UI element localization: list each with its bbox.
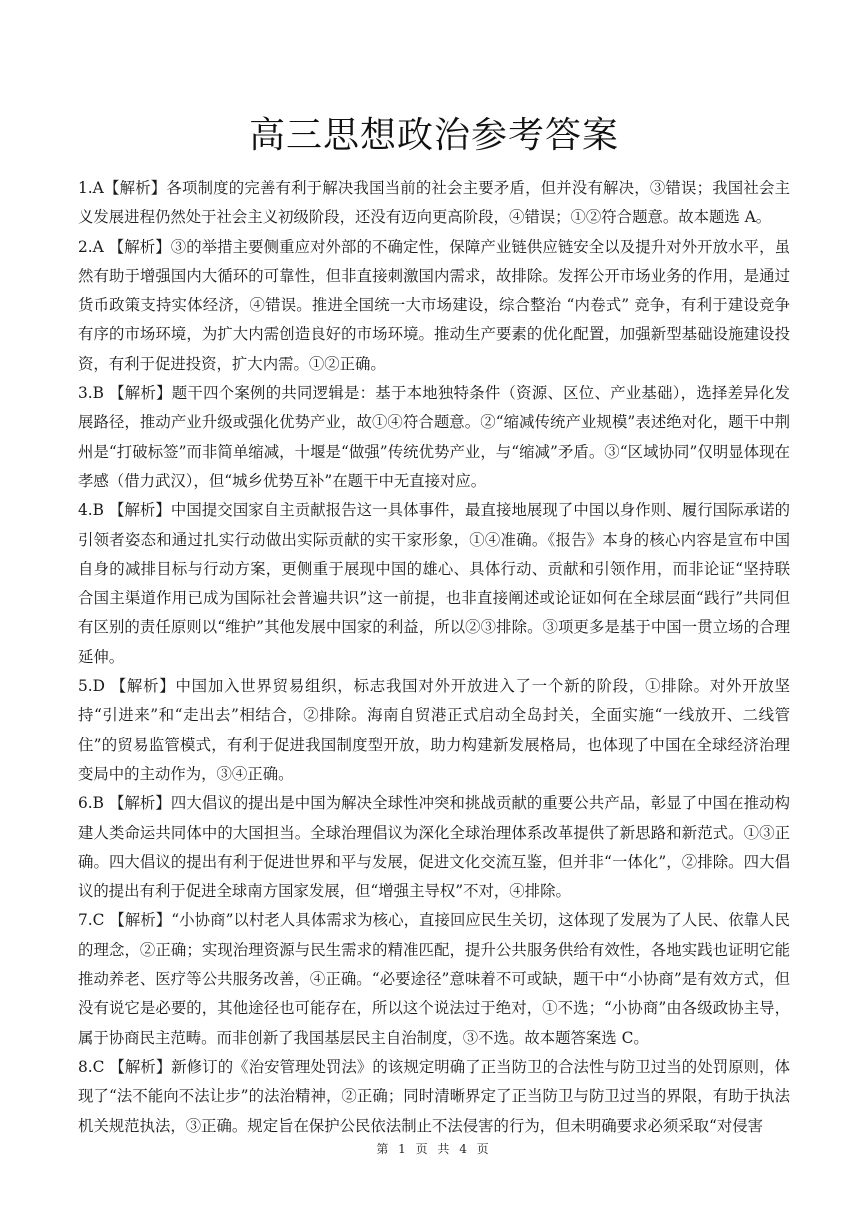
answer-item-5: 5.D 【解析】中国加入世界贸易组织，标志我国对外开放进入了一个新的阶段，①排除。对外开放坚持“引进来”和“走出去”相结合，②排除。海南自贸港正式启动全岛封关，全面实施“一线放开、二线管住”的贸易监管模式，有利于促进我国制度型开放，助力构建新发展格局，也体现了中国在全球经济治理变局中的主动作为，③④正确。 — [78, 677, 790, 783]
answer-list — [78, 174, 790, 1141]
page-title: 高三思想政治参考答案 — [248, 115, 619, 156]
answer-item-4: 4.B 【解析】中国提交国家自主贡献报告这一具体事件，最直接地展现了中国以身作则、履行国际承诺的引领者姿态和通过扎实行动做出实际贡献的实干家形象，①④准确。《报告》本身的核心内容是宣布中国自身的减排目标与行动方案，更侧重于展现中国的雄心、具体行动、贡献和引领作用，而非论证“坚持联合国主渠道作用已成为国际社会普遍共识”这一前提，也非直接阐述或论证如何在全球层面“践行”共同但有区别的责任原则以“维护”其他发展中国家的利益，所以②③排除。③项更多是基于中国一贯立场的合理延伸。 — [78, 501, 790, 666]
answer-item-7: 7.C 【解析】“小协商”以村老人具体需求为核心，直接回应民生关切，这体现了发展为了人民、依靠人民的理念，②正确；实现治理资源与民生需求的精准匹配，提升公共服务供给有效性，各地实践也证明它能推动养老、医疗等公共服务改善，④正确。“必要途径”意味着不可或缺，题干中“小协商”是有效方式，但没有说它是必要的，其他途径也可能存在，所以这个说法过于绝对，①不选；“小协商”由各级政协主导，属于协商民主范畴。而非创新了我国基层民主自治制度，③不选。故本题答案选 C。 — [78, 911, 790, 1047]
answer-item-6: 6.B 【解析】四大倡议的提出是中国为解决全球性冲突和挑战贡献的重要公共产品，彰显了中国在推动构建人类命运共同体中的大国担当。全球治理倡议为深化全球治理体系改革提供了新思路和新范式。①③正确。四大倡议的提出有利于促进世界和平与发展，促进文化交流互鉴，但并非“一体化”，②排除。四大倡议的提出有利于促进全球南方国家发展，但“增强主导权”不对，④排除。 — [78, 794, 790, 901]
answer-item-1: 1.A【解析】各项制度的完善有利于解决我国当前的社会主要矛盾，但并没有解决，③错误；我国社会主义发展进程仍然处于社会主义初级阶段，还没有迈向更高阶段，④错误；①②符合题意。故本题选 A。 — [78, 179, 790, 227]
answer-item-8: 8.C 【解析】新修订的《治安管理处罚法》的该规定明确了正当防卫的合法性与防卫过当的处罚原则，体现了“法不能向不法让步”的法治精神，②正确；同时清晰界定了正当防卫与防卫过当的界限，有助于执法机关规范执法，③正确。规定旨在保护公民依法制止不法侵害的行为，但未明确要求必须采取“对侵害 — [78, 1057, 790, 1135]
page-footer: 第 1 页 共 4 页 — [376, 1142, 492, 1156]
answer-item-3: 3.B 【解析】题干四个案例的共同逻辑是：基于本地独特条件（资源、区位、产业基础），选择差异化发展路径，推动产业升级或强化优势产业，故①④符合题意。②“缩减传统产业规模”表述绝对化，题干中荆州是“打破标签”而非简单缩减，十堰是“做强”传统优势产业，与“缩减”矛盾。③“区域协同”仅明显体现在孝感（借力武汉），但“城乡优势互补”在题干中无直接对应。 — [78, 384, 790, 490]
answer-item-2: 2.A 【解析】③的举措主要侧重应对外部的不确定性，保障产业链供应链安全以及提升对外开放水平，虽然有助于增强国内大循环的可靠性，但非直接刺激国内需求，故排除。发挥公开市场业务的作用，是通过货币政策支持实体经济，④错误。推进全国统一大市场建设，综合整治 “内卷式” 竞争，有利于建设竞争有序的市场环境，为扩大内需创造良好的市场环境。推动生产要素的优化配置，加强新型基础设施建设投资，有利于促进投资，扩大内需。①②正确。 — [78, 237, 790, 373]
